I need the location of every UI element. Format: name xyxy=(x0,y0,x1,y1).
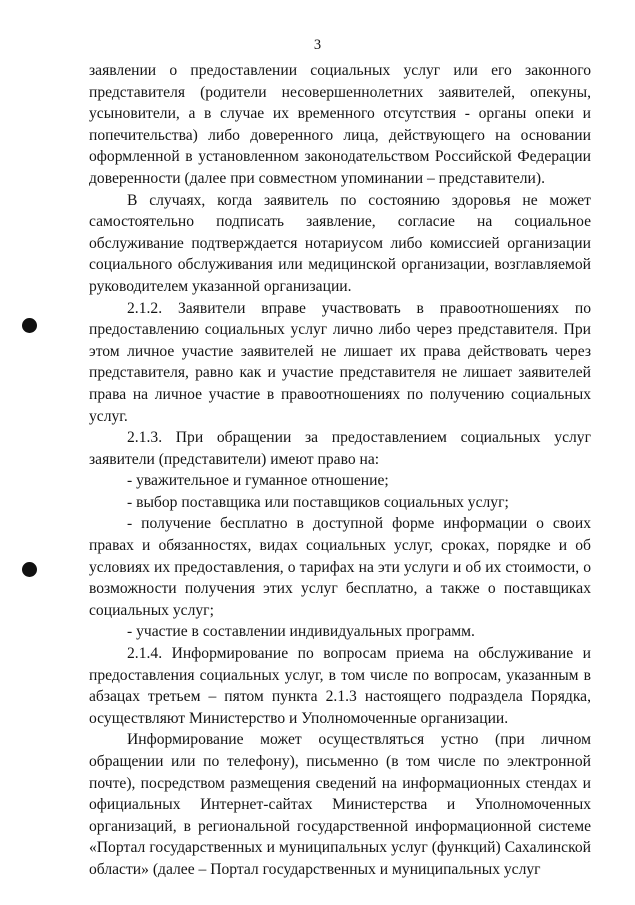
list-item-free-information: - получение бесплатно в доступной форме информации о своих правах и обязанностях, видах социальных услуг, сроках, порядке и об условиях их предоставления, о тарифах на эти услуги и об их стоимости, о возможности получения этих услуг бесплатно, а также о поставщиках социальных услуг; xyxy=(89,515,591,619)
paragraph-2-1-3: 2.1.3. При обращении за предоставлением социальных услуг заявители (представители) имеют право на: xyxy=(89,429,591,468)
list-item-individual-programs: - участие в составлении индивидуальных программ. xyxy=(127,623,475,641)
paragraph-health-consent: В случаях, когда заявитель по состоянию здоровья не может самостоятельно подписать заявление, согласие на социальное обслуживание подтверждается нотариусом либо комиссией организации социального обслуживания или медицинской организации, возглавляемой руководителем указанной организации. xyxy=(89,191,591,295)
binder-hole-mark xyxy=(22,318,37,333)
paragraph-2-1-2: 2.1.2. Заявители вправе участвовать в правоотношениях по предоставлению социальных услуг лично либо через представителя. При этом личное участие заявителей не лишает их права действовать через представителя, равно как и участие представителя не лишает заявителей права на личное участие в правоотношениях по получению социальных услуг. xyxy=(89,299,591,425)
list-item-provider-choice: - выбор поставщика или поставщиков социальных услуг; xyxy=(127,493,509,511)
paragraph-2-1-4: 2.1.4. Информирование по вопросам приема на обслуживание и предоставления социальных услуг, в том числе по вопросам, указанным в абзацах третьем – пятом пункта 2.1.3 настоящего подраздела Порядка, осуществляют Министерство и Уполномоченные организации. xyxy=(89,645,591,727)
list-item-respect: - уважительное и гуманное отношение; xyxy=(127,472,389,490)
page-number: 3 xyxy=(313,37,322,53)
binder-hole-mark xyxy=(22,562,37,577)
document-body xyxy=(89,60,591,881)
paragraph-informing-methods: Информирование может осуществляться устно (при личном обращении или по телефону), письменно (в том числе по электронной почте), посредством размещения сведений на информационных стендах и официальных Интернет-сайтах Министерства и Уполномоченных организаций, в региональной государственной информационной системе «Портал государственных и муниципальных услуг (функций) Сахалинской области» (далее – Портал государственных и муниципальных услуг xyxy=(89,731,591,878)
paragraph-continuation: заявлении о предоставлении социальных услуг или его законного представителя (родители несовершеннолетних заявителей, опекуны, усыновители, а в случае их временного отсутствия - органы опеки и попечительства) либо доверенного лица, действующего на основании оформленной в установленном законодательством Российской Федерации доверенности (далее при совместном упоминании – представители). xyxy=(89,62,591,187)
